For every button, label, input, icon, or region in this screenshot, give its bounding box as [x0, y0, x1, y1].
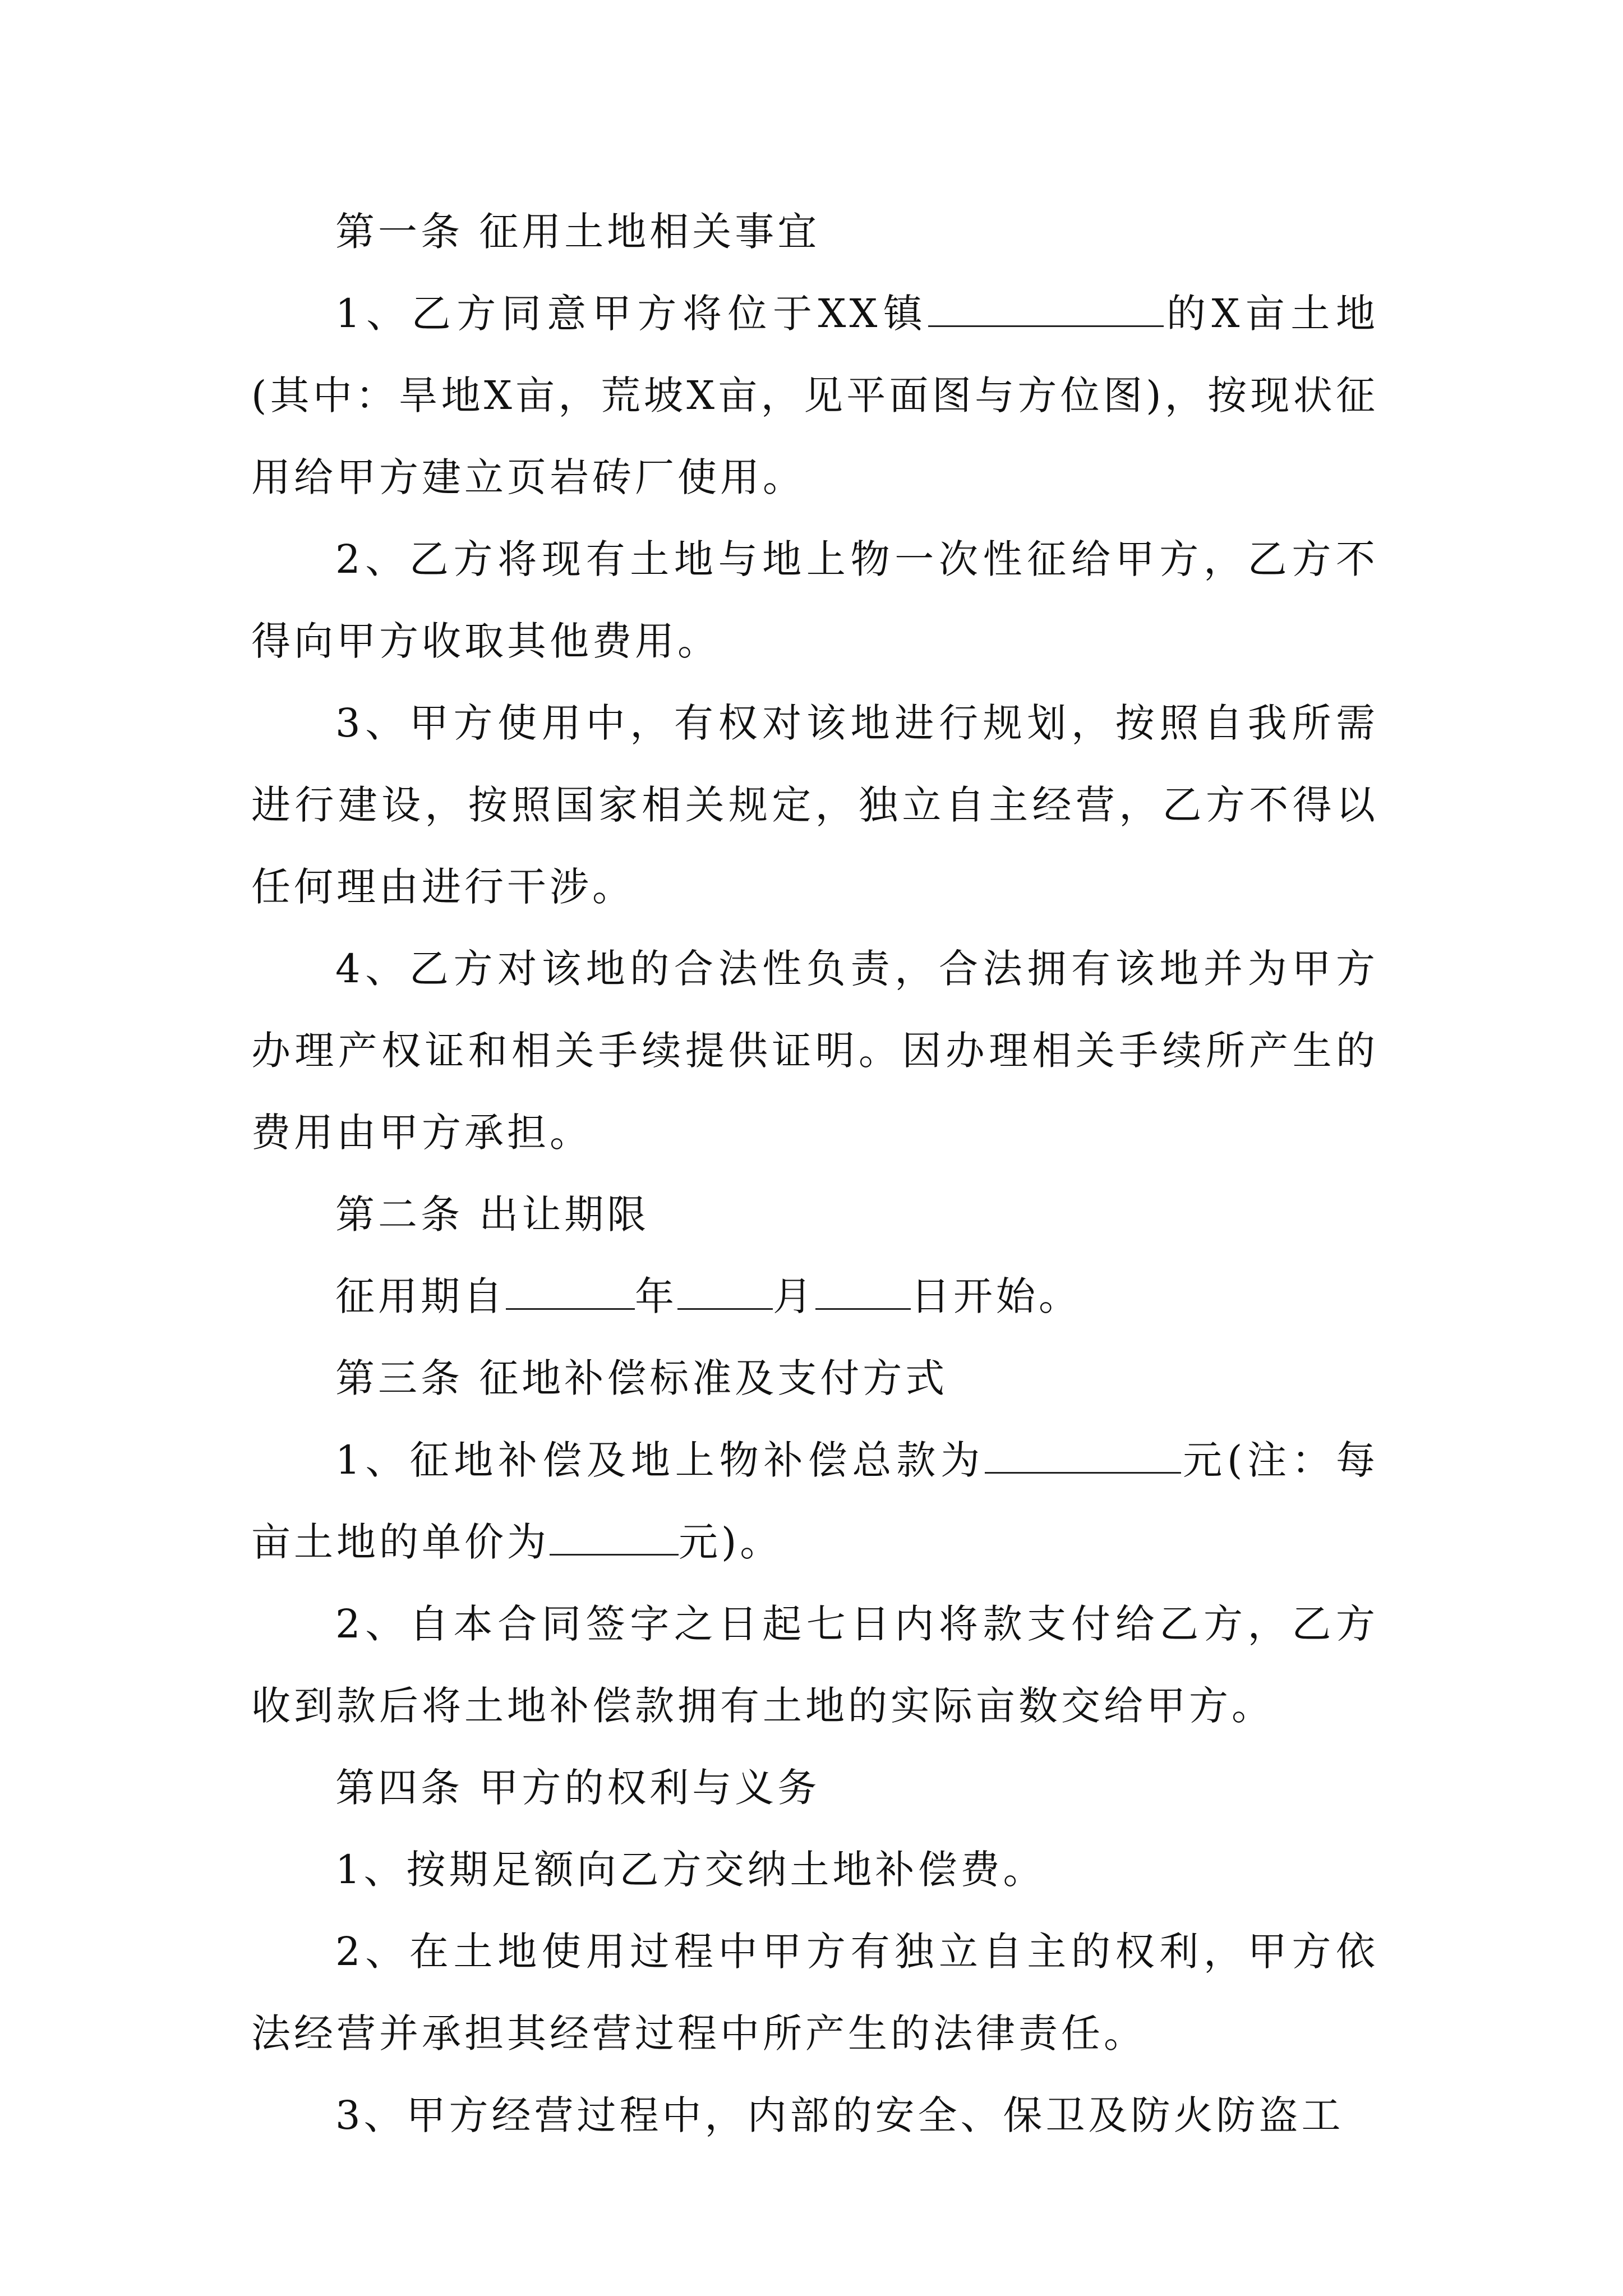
article-1-clause-2: 2、乙方将现有土地与地上物一次性征给甲方，乙方不得向甲方收取其他费用。	[251, 536, 1378, 664]
article-3-clause-1: 1、征地补偿及地上物补偿总款为 元(注：每亩土地的单价为 元)。	[251, 1437, 1379, 1565]
article-1-clause-3: 3、甲方使用中，有权对该地进行规划，按照自我所需进行建设，按照国家相关规定，独立自主经营，乙方不得以任何理由进行干涉。	[251, 700, 1378, 910]
month-blank	[677, 1273, 773, 1310]
article-3-clause-2: 2、自本合同签字之日起七日内将款支付给乙方，乙方收到款后将土地补偿款拥有土地的实际亩数交给甲方。	[251, 1601, 1378, 1729]
total-amount-blank	[985, 1437, 1181, 1474]
year-blank	[506, 1273, 635, 1310]
article-1-clause-1: 1、乙方同意甲方将位于XX镇 的X亩土地(其中：旱地X亩，荒坡X亩，见平面图与方位图)，按现状征用给甲方建立页岩砖厂使用。	[251, 291, 1378, 500]
unit-price-blank	[550, 1519, 679, 1556]
article-2-heading: 第二条 出让期限	[335, 1191, 650, 1237]
article-1-clause-4: 4、乙方对该地的合法性负责，合法拥有该地并为甲方办理产权证和相关手续提供证明。因办理相关手续所产生的费用由甲方承担。	[251, 946, 1378, 1156]
document-page	[251, 191, 1378, 2156]
article-3-heading: 第三条 征地补偿标准及支付方式	[335, 1355, 948, 1401]
location-blank	[928, 290, 1164, 327]
article-4-heading: 第四条 甲方的权利与义务	[335, 1765, 820, 1811]
article-4-clause-3: 3、甲方经营过程中，内部的安全、保卫及防火防盗工	[335, 2092, 1344, 2138]
article-2-clause-1: 征用期自 年 月 日开始。	[335, 1273, 1081, 1319]
article-1-heading: 第一条 征用土地相关事宜	[335, 209, 820, 255]
article-4-clause-1: 1、按期足额向乙方交纳土地补偿费。	[335, 1847, 1046, 1893]
article-4-clause-2: 2、在土地使用过程中甲方有独立自主的权利，甲方依法经营并承担其经营过程中所产生的法律责任。	[251, 1929, 1378, 2056]
day-blank	[815, 1273, 911, 1310]
